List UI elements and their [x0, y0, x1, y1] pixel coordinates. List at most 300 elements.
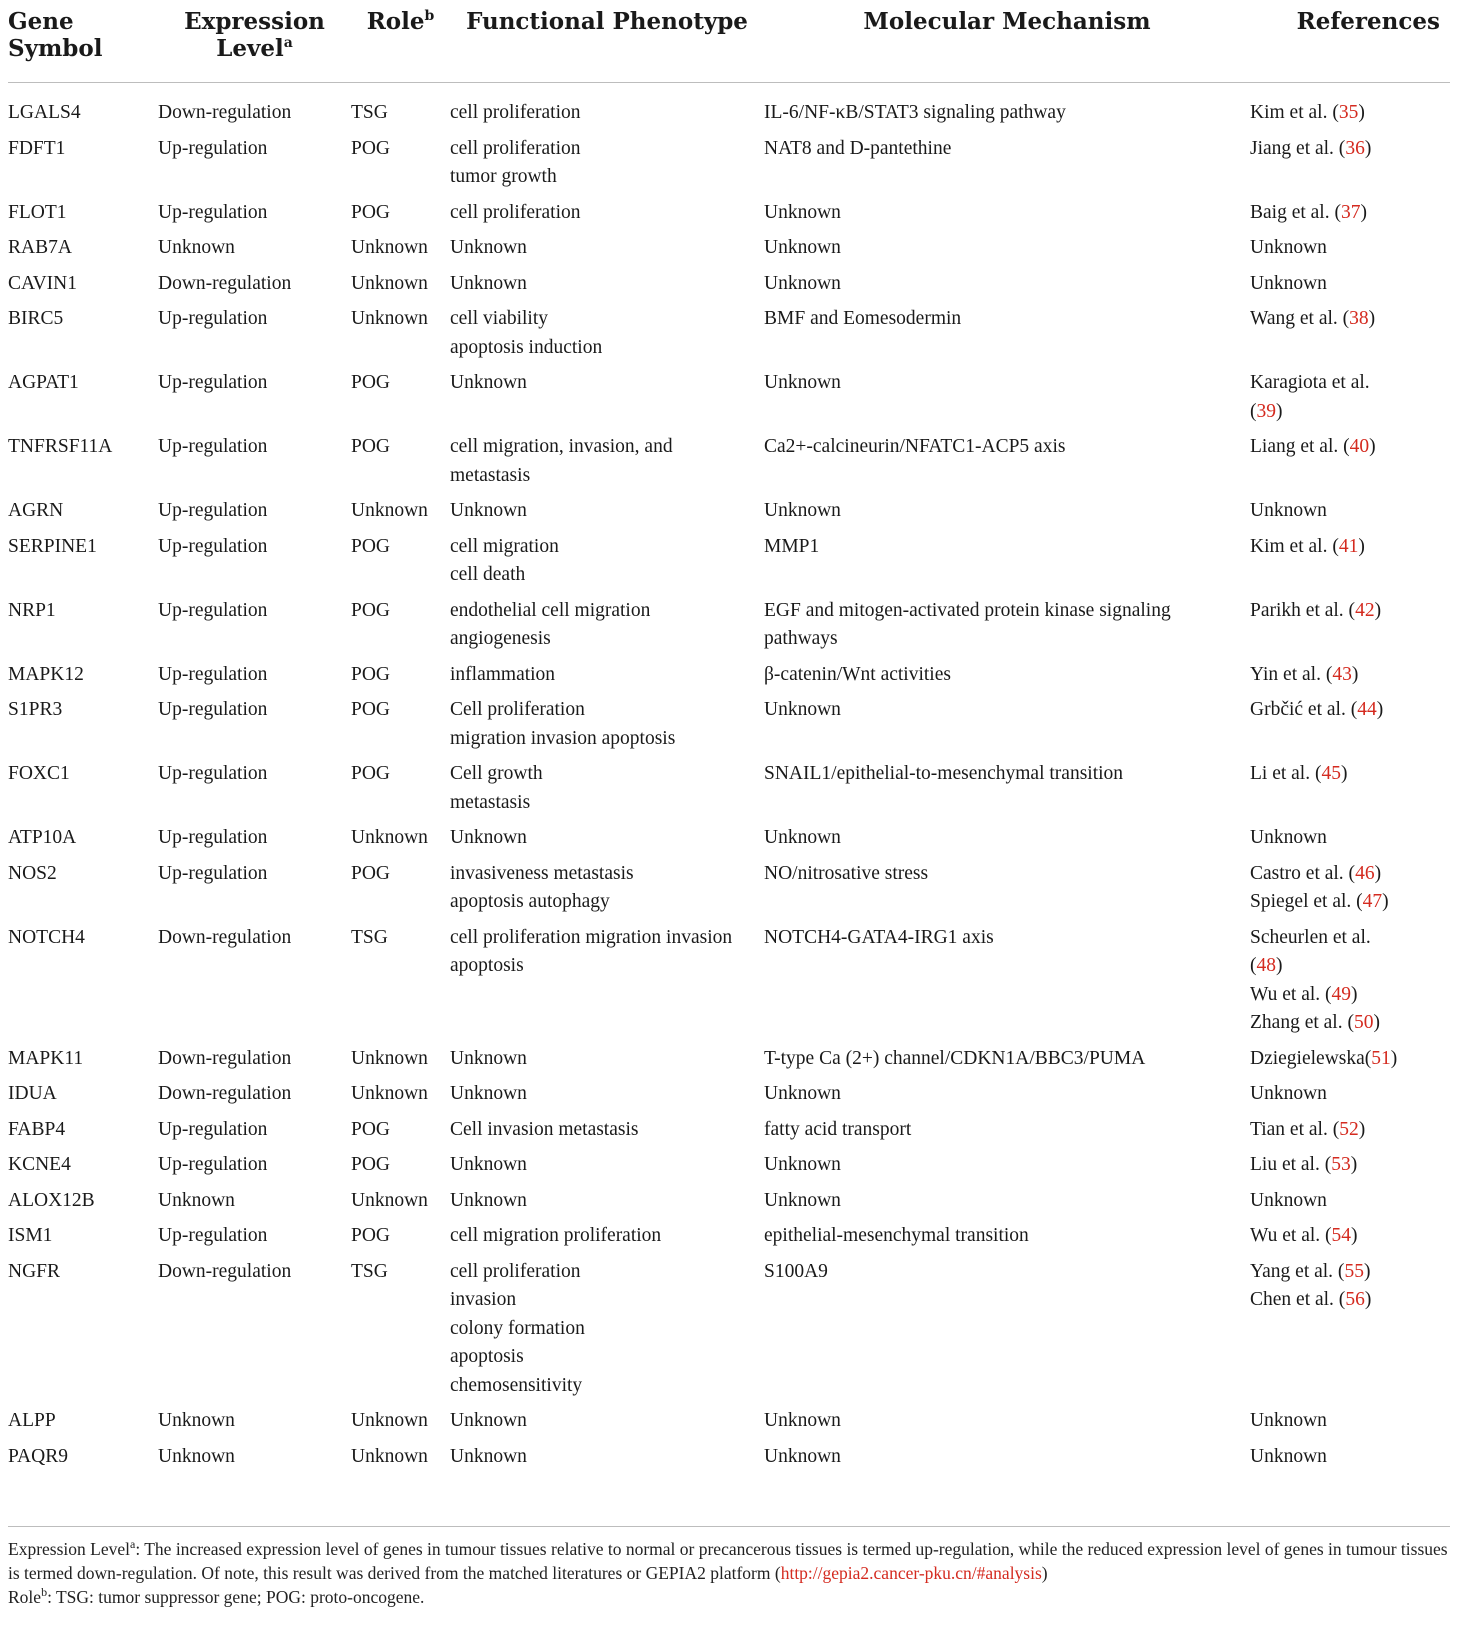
table-row [8, 1148, 1450, 1184]
header-role: Role$^b$ [351, 0, 450, 83]
phenotype-line: inflammation [450, 663, 556, 685]
reference-line: Dziegielewska(51) [1250, 1047, 1398, 1069]
header-references: References [1250, 0, 1450, 83]
cell-role: Unknown [351, 1445, 428, 1467]
cell-gene-symbol: NRP1 [8, 599, 56, 621]
cell-molecular-mechanism [764, 821, 1250, 857]
reference-line: Li et al. (45) [1250, 763, 1348, 784]
reference-line: Jiang et al. (36) [1250, 137, 1372, 159]
cell-gene-symbol: NGFR [8, 1260, 61, 1282]
reference-line: Scheurlen et al. [1250, 926, 1371, 948]
phenotype-line: cell proliferation migration invasion [450, 926, 733, 948]
phenotype-line: angiogenesis [450, 628, 551, 649]
phenotype-line: colony formation [450, 1317, 585, 1339]
reference-number-link[interactable]: 52 [1339, 1118, 1359, 1140]
reference-line: Unknown [1250, 272, 1327, 294]
cell-gene-symbol: AGRN [8, 500, 64, 521]
table-row [8, 231, 1450, 267]
cell-functional-phenotype [450, 266, 764, 302]
phenotype-line: Cell growth [450, 763, 543, 784]
phenotype-line: endothelial cell migration [450, 599, 651, 621]
reference-number-link[interactable]: 38 [1349, 308, 1369, 329]
phenotype-line: Cell invasion metastasis [450, 1118, 639, 1140]
phenotype-line: Unknown [450, 272, 527, 294]
phenotype-line: cell death [450, 564, 526, 585]
reference-number-link[interactable]: 37 [1340, 201, 1361, 223]
cell-references [1250, 856, 1450, 920]
cell-references [1250, 920, 1450, 1041]
table-row [8, 195, 1450, 231]
mechanism-line: MMP1 [764, 535, 820, 557]
reference-number-link[interactable]: 47 [1362, 891, 1383, 912]
cell-references [1250, 131, 1450, 195]
phenotype-line: tumor growth [450, 166, 557, 187]
reference-number-link[interactable]: 41 [1338, 535, 1359, 557]
cell-references [1250, 1041, 1450, 1077]
cell-role: POG [351, 663, 391, 685]
cell-molecular-mechanism [764, 757, 1250, 821]
reference-line: Unknown [1250, 1083, 1327, 1104]
reference-number-link[interactable]: 40 [1349, 436, 1370, 457]
cell-gene-symbol: FABP4 [8, 1118, 66, 1140]
phenotype-line: Unknown [450, 1154, 527, 1175]
cell-expression-level: Up-regulation [158, 372, 268, 393]
reference-number-link[interactable]: 43 [1332, 663, 1352, 685]
table-row [8, 1112, 1450, 1148]
reference-line: Spiegel et al. (47) [1250, 891, 1389, 912]
mechanism-line: Ca2+-calcineurin/NFATC1-ACP5 axis [764, 436, 1066, 457]
cell-gene-symbol: ISM1 [8, 1225, 53, 1246]
cell-expression-level: Up-regulation [158, 827, 268, 848]
cell-role: TSG [351, 1260, 388, 1282]
phenotype-line: apoptosis induction [450, 336, 603, 358]
cell-functional-phenotype [450, 231, 764, 267]
cell-gene-symbol: ATP10A [8, 827, 77, 848]
reference-line: Karagiota et al. [1250, 372, 1370, 393]
mechanism-line: Unknown [764, 1083, 841, 1104]
cell-expression-level: Unknown [158, 1189, 235, 1211]
table-row [8, 693, 1450, 757]
cell-role: TSG [351, 102, 388, 123]
mechanism-line: Unknown [764, 500, 841, 521]
reference-number-link[interactable]: 45 [1321, 763, 1341, 784]
mechanism-line: Unknown [764, 699, 841, 720]
cell-gene-symbol: S1PR3 [8, 699, 63, 720]
mechanism-line: NO/nitrosative stress [764, 862, 929, 884]
table-footnotes [8, 1526, 1450, 1609]
phenotype-line: Unknown [450, 827, 527, 848]
cell-role: TSG [351, 926, 388, 948]
cell-molecular-mechanism [764, 593, 1250, 657]
cell-role: Unknown [351, 272, 428, 294]
cell-gene-symbol: KCNE4 [8, 1154, 71, 1175]
mechanism-line: SNAIL1/epithelial-to-mesenchymal transition [764, 763, 1124, 784]
reference-line: Yin et al. (43) [1250, 663, 1359, 685]
table-row [8, 1254, 1450, 1404]
table-body [8, 83, 1450, 1484]
cell-references [1250, 195, 1450, 231]
cell-functional-phenotype [450, 430, 764, 494]
cell-references [1250, 1183, 1450, 1219]
footnote-role: Role$^b$: TSG: tumor suppressor gene; POG: proto-oncogene. [8, 1585, 425, 1607]
cell-references [1250, 494, 1450, 530]
cell-molecular-mechanism [764, 1112, 1250, 1148]
cell-role: POG [351, 699, 391, 720]
reference-number-link[interactable]: 39 [1256, 400, 1276, 422]
phenotype-line: migration invasion apoptosis [450, 727, 676, 749]
phenotype-line: Unknown [450, 1047, 527, 1069]
cell-expression-level: Down-regulation [158, 1083, 292, 1104]
phenotype-line: chemosensitivity [450, 1374, 583, 1396]
cell-expression-level: Up-regulation [158, 436, 268, 457]
reference-number-link[interactable]: 35 [1338, 102, 1359, 123]
phenotype-line: cell proliferation [450, 137, 581, 159]
mechanism-line: Unknown [764, 272, 841, 294]
cell-gene-symbol: TNFRSF11A [8, 436, 113, 457]
cell-molecular-mechanism [764, 83, 1250, 132]
header-expression-level: Expression Level$^a$ [158, 0, 351, 83]
cell-molecular-mechanism [764, 366, 1250, 430]
reference-line: Unknown [1250, 1445, 1327, 1467]
cell-gene-symbol: NOTCH4 [8, 926, 85, 948]
cell-references [1250, 593, 1450, 657]
cell-expression-level: Down-regulation [158, 1260, 292, 1282]
cell-role: POG [351, 372, 391, 393]
table-row [8, 856, 1450, 920]
mechanism-line: Unknown [764, 1445, 841, 1467]
table-row [8, 1183, 1450, 1219]
cell-role: POG [351, 599, 391, 621]
table-row [8, 1404, 1450, 1440]
cell-functional-phenotype [450, 1404, 764, 1440]
table-row [8, 131, 1450, 195]
cell-molecular-mechanism [764, 1439, 1250, 1483]
mechanism-line: fatty acid transport [764, 1118, 912, 1140]
cell-expression-level: Up-regulation [158, 137, 268, 159]
cell-references [1250, 1148, 1450, 1184]
header-gene-symbol: Gene Symbol [8, 0, 158, 83]
reference-number-link[interactable]: 48 [1256, 955, 1276, 976]
mechanism-line: Unknown [764, 1154, 841, 1175]
cell-gene-symbol: BIRC5 [8, 308, 64, 329]
mechanism-line: T-type Ca (2+) channel/CDKN1A/BBC3/PUMA [764, 1047, 1146, 1069]
cell-gene-symbol: LGALS4 [8, 102, 81, 123]
table-row [8, 1439, 1450, 1483]
cell-references [1250, 1112, 1450, 1148]
table-row [8, 757, 1450, 821]
table-row [8, 821, 1450, 857]
cell-functional-phenotype [450, 657, 764, 693]
cell-references [1250, 1404, 1450, 1440]
cell-expression-level: Up-regulation [158, 1225, 268, 1246]
cell-molecular-mechanism [764, 1183, 1250, 1219]
cell-molecular-mechanism [764, 494, 1250, 530]
cell-functional-phenotype [450, 1112, 764, 1148]
phenotype-line: Cell proliferation [450, 699, 585, 720]
cell-molecular-mechanism [764, 856, 1250, 920]
phenotype-line: cell proliferation [450, 102, 581, 123]
cell-references [1250, 1219, 1450, 1255]
gene-table [8, 0, 1450, 1483]
phenotype-line: Unknown [450, 1189, 527, 1211]
cell-functional-phenotype [450, 1077, 764, 1113]
cell-gene-symbol: MAPK12 [8, 663, 84, 685]
reference-line: Castro et al. (46) [1250, 862, 1382, 884]
cell-gene-symbol: AGPAT1 [8, 372, 79, 393]
mechanism-line: Unknown [764, 201, 841, 223]
phenotype-line: invasiveness metastasis [450, 862, 634, 884]
cell-role: Unknown [351, 1189, 428, 1211]
cell-expression-level: Down-regulation [158, 102, 292, 123]
header-molecular-mechanism: Molecular Mechanism [764, 0, 1250, 83]
cell-gene-symbol: CAVIN1 [8, 272, 77, 294]
phenotype-line: cell viability [450, 308, 549, 329]
reference-line: Unknown [1250, 500, 1327, 521]
mechanism-line: Unknown [764, 1189, 841, 1211]
cell-references [1250, 529, 1450, 593]
reference-line: (48) [1250, 955, 1283, 976]
table-row [8, 657, 1450, 693]
mechanism-line: NAT8 and D-pantethine [764, 137, 952, 159]
cell-functional-phenotype [450, 693, 764, 757]
reference-line: Chen et al. (56) [1250, 1289, 1372, 1310]
cell-functional-phenotype [450, 529, 764, 593]
reference-line: Liu et al. (53) [1250, 1154, 1358, 1175]
cell-functional-phenotype [450, 1439, 764, 1483]
cell-role: Unknown [351, 1047, 428, 1069]
phenotype-line: cell migration proliferation [450, 1225, 662, 1246]
table-row [8, 920, 1450, 1041]
mechanism-line: β-catenin/Wnt activities [764, 663, 951, 685]
mechanism-line: Unknown [764, 372, 841, 393]
mechanism-line: Unknown [764, 827, 841, 848]
reference-number-link[interactable]: 51 [1371, 1047, 1391, 1069]
reference-line: (39) [1250, 400, 1283, 422]
cell-molecular-mechanism [764, 231, 1250, 267]
cell-molecular-mechanism [764, 693, 1250, 757]
cell-molecular-mechanism [764, 1404, 1250, 1440]
cell-references [1250, 757, 1450, 821]
cell-functional-phenotype [450, 593, 764, 657]
cell-expression-level: Up-regulation [158, 500, 268, 521]
cell-expression-level: Down-regulation [158, 1047, 292, 1069]
table-row [8, 1219, 1450, 1255]
cell-functional-phenotype [450, 1148, 764, 1184]
cell-expression-level: Up-regulation [158, 663, 268, 685]
cell-functional-phenotype [450, 1254, 764, 1404]
cell-role: Unknown [351, 1083, 428, 1104]
cell-functional-phenotype [450, 856, 764, 920]
phenotype-line: cell migration [450, 535, 559, 557]
cell-functional-phenotype [450, 131, 764, 195]
cell-functional-phenotype [450, 302, 764, 366]
cell-role: Unknown [351, 1410, 428, 1431]
header-row [8, 0, 1450, 83]
table-row [8, 430, 1450, 494]
cell-gene-symbol: PAQR9 [8, 1445, 68, 1467]
cell-references [1250, 693, 1450, 757]
reference-line: Wu et al. (54) [1250, 1225, 1358, 1246]
cell-references [1250, 657, 1450, 693]
cell-functional-phenotype [450, 821, 764, 857]
reference-number-link[interactable]: 42 [1355, 599, 1375, 621]
cell-molecular-mechanism [764, 920, 1250, 1041]
phenotype-line: cell proliferation [450, 201, 581, 223]
cell-functional-phenotype [450, 1183, 764, 1219]
mechanism-line: IL-6/NF-κB/STAT3 signaling pathway [764, 102, 1066, 123]
cell-molecular-mechanism [764, 529, 1250, 593]
cell-role: POG [351, 862, 391, 884]
phenotype-line: Unknown [450, 1445, 527, 1467]
cell-functional-phenotype [450, 366, 764, 430]
phenotype-line: Unknown [450, 1083, 527, 1104]
cell-role: POG [351, 1118, 391, 1140]
phenotype-line: metastasis [450, 791, 531, 813]
mechanism-line: epithelial-mesenchymal transition [764, 1225, 1029, 1246]
cell-gene-symbol: FOXC1 [8, 763, 70, 784]
cell-molecular-mechanism [764, 302, 1250, 366]
cell-expression-level: Up-regulation [158, 1154, 268, 1175]
reference-number-link[interactable]: 36 [1345, 137, 1365, 159]
cell-expression-level: Up-regulation [158, 308, 268, 329]
reference-line: Unknown [1250, 1410, 1327, 1431]
cell-references [1250, 302, 1450, 366]
cell-references [1250, 1439, 1450, 1483]
cell-gene-symbol: FDFT1 [8, 137, 66, 159]
reference-line: Baig et al. (37) [1250, 201, 1367, 223]
table-row [8, 529, 1450, 593]
reference-number-link[interactable]: 55 [1344, 1260, 1364, 1282]
reference-line: Unknown [1250, 1189, 1327, 1211]
footnote-expression-level: Expression Level$^a$: The increased expression level of genes in tumour tissues relative to normal or precancerous tissues is termed up-regulation, while the reduced expression level of genes in tumour tissues is termed down-regulation. Of note, this result was derived from the matched literatures or GEPIA2 platform (http://gepia2.cancer-pku.cn/#analysis) [8, 1537, 1448, 1583]
cell-functional-phenotype [450, 920, 764, 1041]
cell-role: POG [351, 535, 391, 557]
reference-number-link[interactable]: 53 [1331, 1154, 1351, 1175]
cell-role: POG [351, 436, 391, 457]
reference-number-link[interactable]: 56 [1345, 1289, 1365, 1310]
reference-line: Grbčić et al. (44) [1250, 699, 1384, 720]
cell-molecular-mechanism [764, 131, 1250, 195]
table-row [8, 302, 1450, 366]
gepia2-link[interactable]: http://gepia2.cancer-pku.cn/#analysis [780, 1563, 1042, 1583]
cell-molecular-mechanism [764, 266, 1250, 302]
reference-line: Wu et al. (49) [1250, 983, 1358, 1005]
reference-number-link[interactable]: 49 [1331, 983, 1352, 1005]
cell-expression-level: Unknown [158, 1410, 235, 1431]
mechanism-line: Unknown [764, 237, 841, 258]
reference-line: Wang et al. (38) [1250, 308, 1376, 329]
reference-line: Kim et al. (35) [1250, 102, 1365, 123]
table-row [8, 1041, 1450, 1077]
reference-number-link[interactable]: 54 [1331, 1225, 1352, 1246]
cell-references [1250, 231, 1450, 267]
reference-line: Unknown [1250, 237, 1327, 258]
reference-number-link[interactable]: 44 [1357, 699, 1377, 720]
cell-expression-level: Up-regulation [158, 201, 268, 223]
phenotype-line: Unknown [450, 1410, 527, 1431]
cell-molecular-mechanism [764, 195, 1250, 231]
cell-role: Unknown [351, 308, 428, 329]
header-functional-phenotype: Functional Phenotype [450, 0, 764, 83]
cell-gene-symbol: ALOX12B [8, 1189, 95, 1211]
cell-references [1250, 366, 1450, 430]
cell-gene-symbol: FLOT1 [8, 201, 67, 223]
cell-gene-symbol: SERPINE1 [8, 535, 97, 557]
mechanism-line: NOTCH4-GATA4-IRG1 axis [764, 926, 994, 948]
table-row [8, 366, 1450, 430]
cell-gene-symbol: RAB7A [8, 237, 72, 258]
phenotype-line: metastasis [450, 464, 531, 486]
cell-molecular-mechanism [764, 1077, 1250, 1113]
cell-functional-phenotype [450, 195, 764, 231]
phenotype-line: apoptosis autophagy [450, 891, 610, 912]
reference-line: Yang et al. (55) [1250, 1260, 1371, 1282]
phenotype-line: apoptosis [450, 955, 524, 976]
phenotype-line: cell migration, invasion, and [450, 436, 673, 457]
reference-number-link[interactable]: 50 [1353, 1012, 1374, 1033]
cell-references [1250, 83, 1450, 132]
cell-role: POG [351, 201, 391, 223]
phenotype-line: Unknown [450, 372, 527, 393]
cell-references [1250, 1254, 1450, 1404]
cell-molecular-mechanism [764, 1148, 1250, 1184]
cell-gene-symbol: NOS2 [8, 862, 57, 884]
table-row [8, 1077, 1450, 1113]
cell-role: Unknown [351, 500, 428, 521]
table-row [8, 494, 1450, 530]
reference-line: Parikh et al. (42) [1250, 599, 1382, 621]
cell-functional-phenotype [450, 494, 764, 530]
cell-role: POG [351, 137, 391, 159]
phenotype-line: invasion [450, 1289, 517, 1310]
reference-number-link[interactable]: 46 [1355, 862, 1375, 884]
mechanism-line: EGF and mitogen-activated protein kinase signaling [764, 599, 1171, 621]
reference-line: Unknown [1250, 827, 1327, 848]
cell-references [1250, 266, 1450, 302]
cell-expression-level: Up-regulation [158, 599, 268, 621]
reference-line: Tian et al. (52) [1250, 1118, 1366, 1140]
cell-role: POG [351, 763, 391, 784]
cell-references [1250, 821, 1450, 857]
cell-expression-level: Unknown [158, 1445, 235, 1467]
reference-line: Kim et al. (41) [1250, 535, 1365, 557]
cell-expression-level: Down-regulation [158, 272, 292, 294]
phenotype-line: Unknown [450, 500, 527, 521]
cell-molecular-mechanism [764, 1219, 1250, 1255]
cell-molecular-mechanism [764, 430, 1250, 494]
cell-molecular-mechanism [764, 1254, 1250, 1404]
cell-expression-level: Down-regulation [158, 926, 292, 948]
cell-role: POG [351, 1154, 391, 1175]
cell-gene-symbol: ALPP [8, 1410, 56, 1431]
table-row [8, 266, 1450, 302]
mechanism-line: S100A9 [764, 1260, 828, 1282]
cell-expression-level: Up-regulation [158, 699, 268, 720]
reference-line: Liang et al. (40) [1250, 436, 1376, 457]
mechanism-line: pathways [764, 628, 838, 649]
cell-expression-level: Unknown [158, 237, 235, 258]
cell-gene-symbol: MAPK11 [8, 1047, 84, 1069]
phenotype-line: apoptosis [450, 1346, 524, 1367]
cell-role: Unknown [351, 827, 428, 848]
reference-line: Zhang et al. (50) [1250, 1012, 1380, 1033]
cell-expression-level: Up-regulation [158, 1118, 268, 1140]
cell-role: Unknown [351, 237, 428, 258]
cell-references [1250, 430, 1450, 494]
table-row [8, 83, 1450, 132]
cell-molecular-mechanism [764, 1041, 1250, 1077]
table-row [8, 593, 1450, 657]
